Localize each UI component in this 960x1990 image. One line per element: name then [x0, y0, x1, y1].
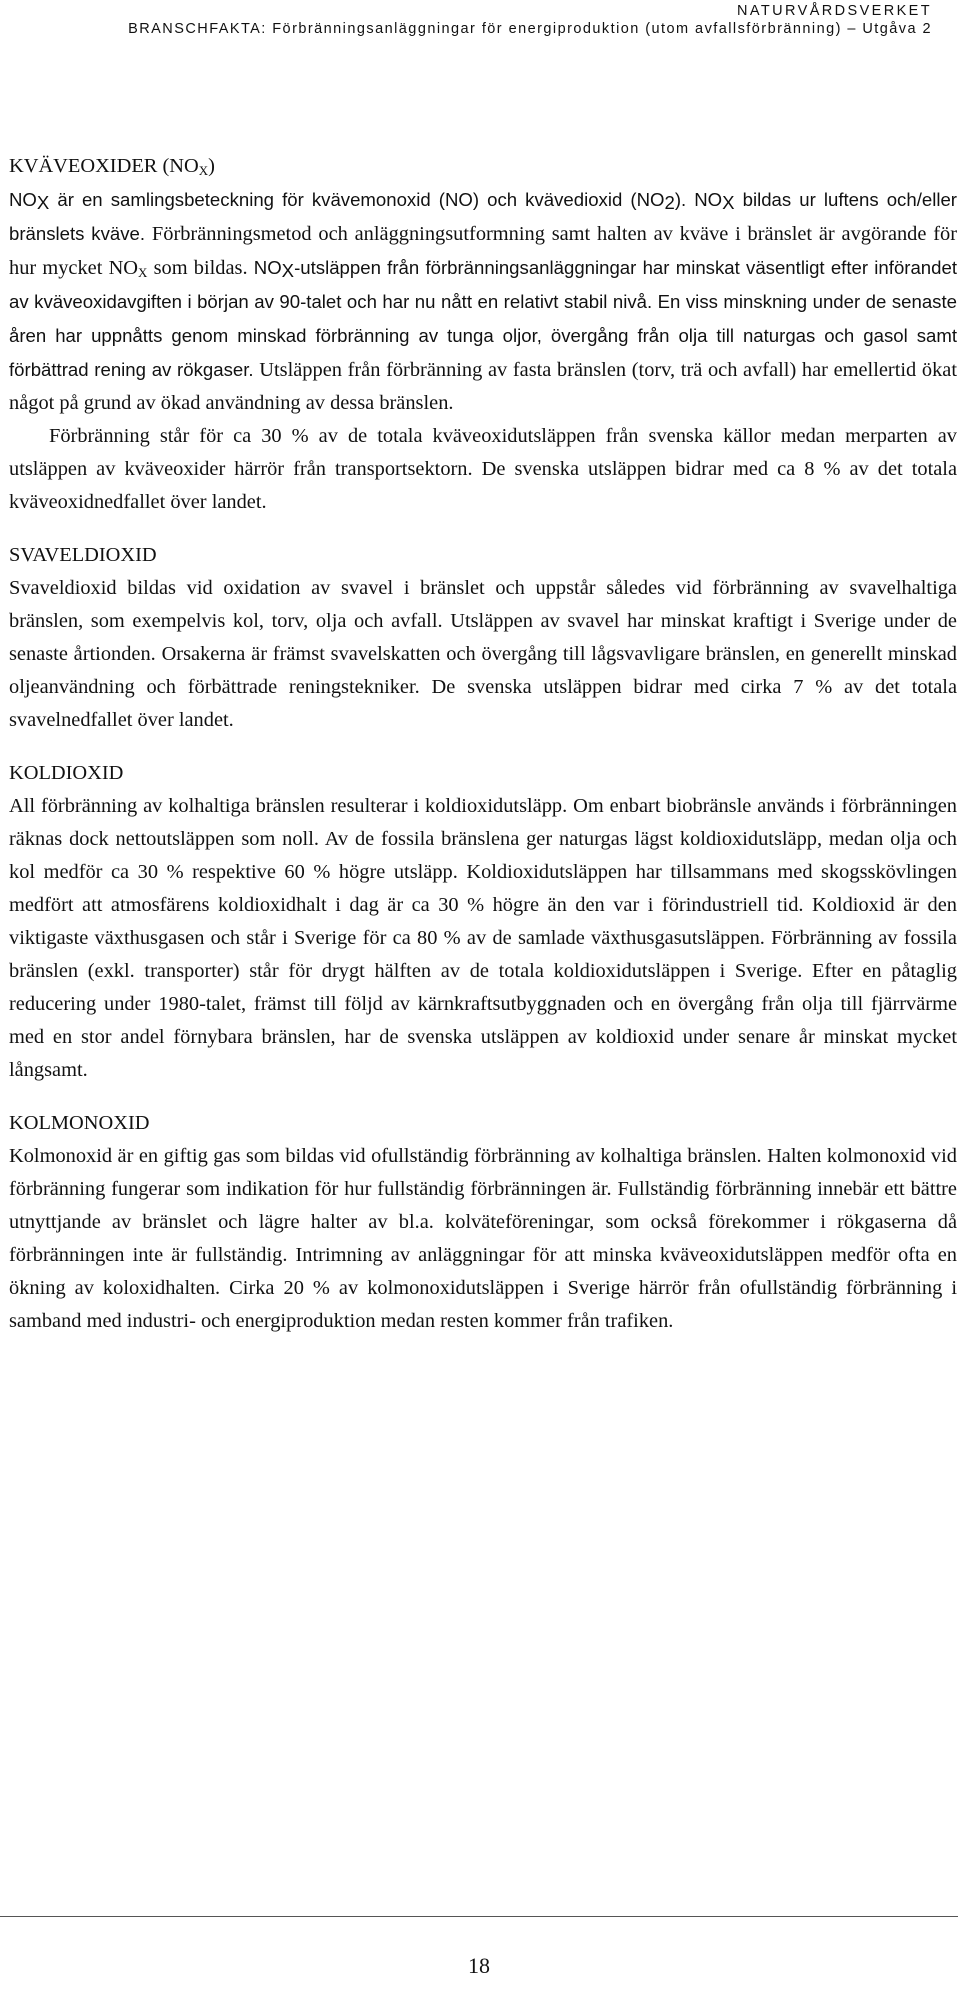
document-subtitle: BRANSCHFAKTA: Förbränningsanläggningar för energiproduktion (utom avfallsförbränning) – Utgåva 2	[128, 21, 932, 37]
document-body	[9, 150, 957, 1358]
section-paragraph: $NO_X$ är en samlingsbeteckning för kvävemonoxid (NO) och kvävedioxid $(NO_2)$. $NO_X$ bildas ur luftens och/eller bränslets kväve. Förbränningsmetod och anläggningsutformning samt halten av kväve i bränslet är avgörande för hur mycket $NO_X$ som bildas. $NO_X$-utsläppen från förbränningsanläggningar har minskat väsentligt efter införandet av kväveoxidavgiften i början av 90-talet och har nu nått en relativt stabil nivå. En viss minskning under de senaste åren har uppnåtts genom minskad förbränning av tunga oljor, övergång från olja till naturgas och gasol samt förbättrad rening av rökgaser. Utsläppen från förbränning av fasta bränslen (torv, trä och avfall) har emellertid ökat något på grund av ökad användning av dessa bränslen.	[9, 189, 958, 414]
section-co2	[9, 757, 957, 1087]
section-so2	[9, 539, 957, 737]
section-title-co2: KOLDIOXID	[9, 762, 124, 784]
section-paragraph: Svaveldioxid bildas vid oxidation av svavel i bränslet och uppstår således vid förbränning av svavelhaltiga bränslen, som exempelvis kol, torv, olja och avfall. Utsläppen av svavel har minskat kraftigt i Sverige under de senaste årtionden. Orsakerna är främst svavelskatten och övergång till lågsvavligare bränslen, en generellt minskad oljeanvändning och förbättrade reningstekniker. De svenska utsläppen bidrar med cirka 7 % av det totala svavelnedfallet över landet.	[9, 577, 957, 731]
section-title-so2: SVAVELDIOXID	[9, 544, 157, 566]
page-header	[0, 2, 932, 38]
section-title-nox: KVÄVEOXIDER $(NO_X)$	[9, 155, 215, 178]
section-paragraph: Förbränning står för ca 30 % av de totala kväveoxidutsläppen från svenska källor medan merparten av utsläppen av kväveoxider härrör från transportsektorn. De svenska utsläppen bidrar med ca 8 % av det totala kväveoxidnedfallet över landet.	[9, 425, 957, 513]
section-title-co: KOLMONOXID	[9, 1112, 150, 1134]
section-paragraph: Kolmonoxid är en giftig gas som bildas vid ofullständig förbränning av kolhaltiga bränslen. Halten kolmonoxid vid förbränning fungerar som indikation för hur fullständig förbränningen är. Fullständig förbränning innebär ett bättre utnyttjande av bränslet och lägre halter av bl.a. kolväteföreningar, som också förekommer i rökgaserna då förbränningen inte är fullständig. Intrimning av anläggningar för att minska kväveoxidutsläppen medför ofta en ökning av koloxidhalten. Cirka 20 % av kolmonoxidutsläppen i Sverige härrör från ofullständig förbränning i samband med industri- och energiproduktion medan resten kommer från trafiken.	[9, 1145, 957, 1332]
footer-divider	[0, 1916, 958, 1917]
section-co	[9, 1107, 957, 1338]
page-number: 18	[468, 1953, 490, 1978]
org-name: NATURVÅRDSVERKET	[737, 3, 932, 19]
section-paragraph: All förbränning av kolhaltiga bränslen resulterar i koldioxidutsläpp. Om enbart biobränsle används i förbränningen räknas dock nettoutsläppen som noll. Av de fossila bränslena ger naturgas lägst koldioxidutsläpp, medan olja och kol medför ca 30 % respektive 60 % högre utsläpp. Koldioxidutsläppen har tillsammans med skogsskövlingen medfört att atmosfärens koldioxidhalt i dag är ca 30 % högre än den var i förindustriell tid. Koldioxid är den viktigaste växthusgasen och står i Sverige för ca 80 % av de samlade växthusgasutsläppen. Förbränning av fossila bränslen (exkl. transporter) står för drygt hälften av de totala koldioxidutsläppen i Sverige. Efter en påtaglig reducering under 1980-talet, främst till följd av kärnkraftsutbyggnaden och en övergång från olja till fjärrvärme med en stor andel förnybara bränslen, har de svenska utsläppen av koldioxid under senare år minskat mycket långsamt.	[9, 795, 957, 1081]
section-nox	[9, 150, 957, 519]
